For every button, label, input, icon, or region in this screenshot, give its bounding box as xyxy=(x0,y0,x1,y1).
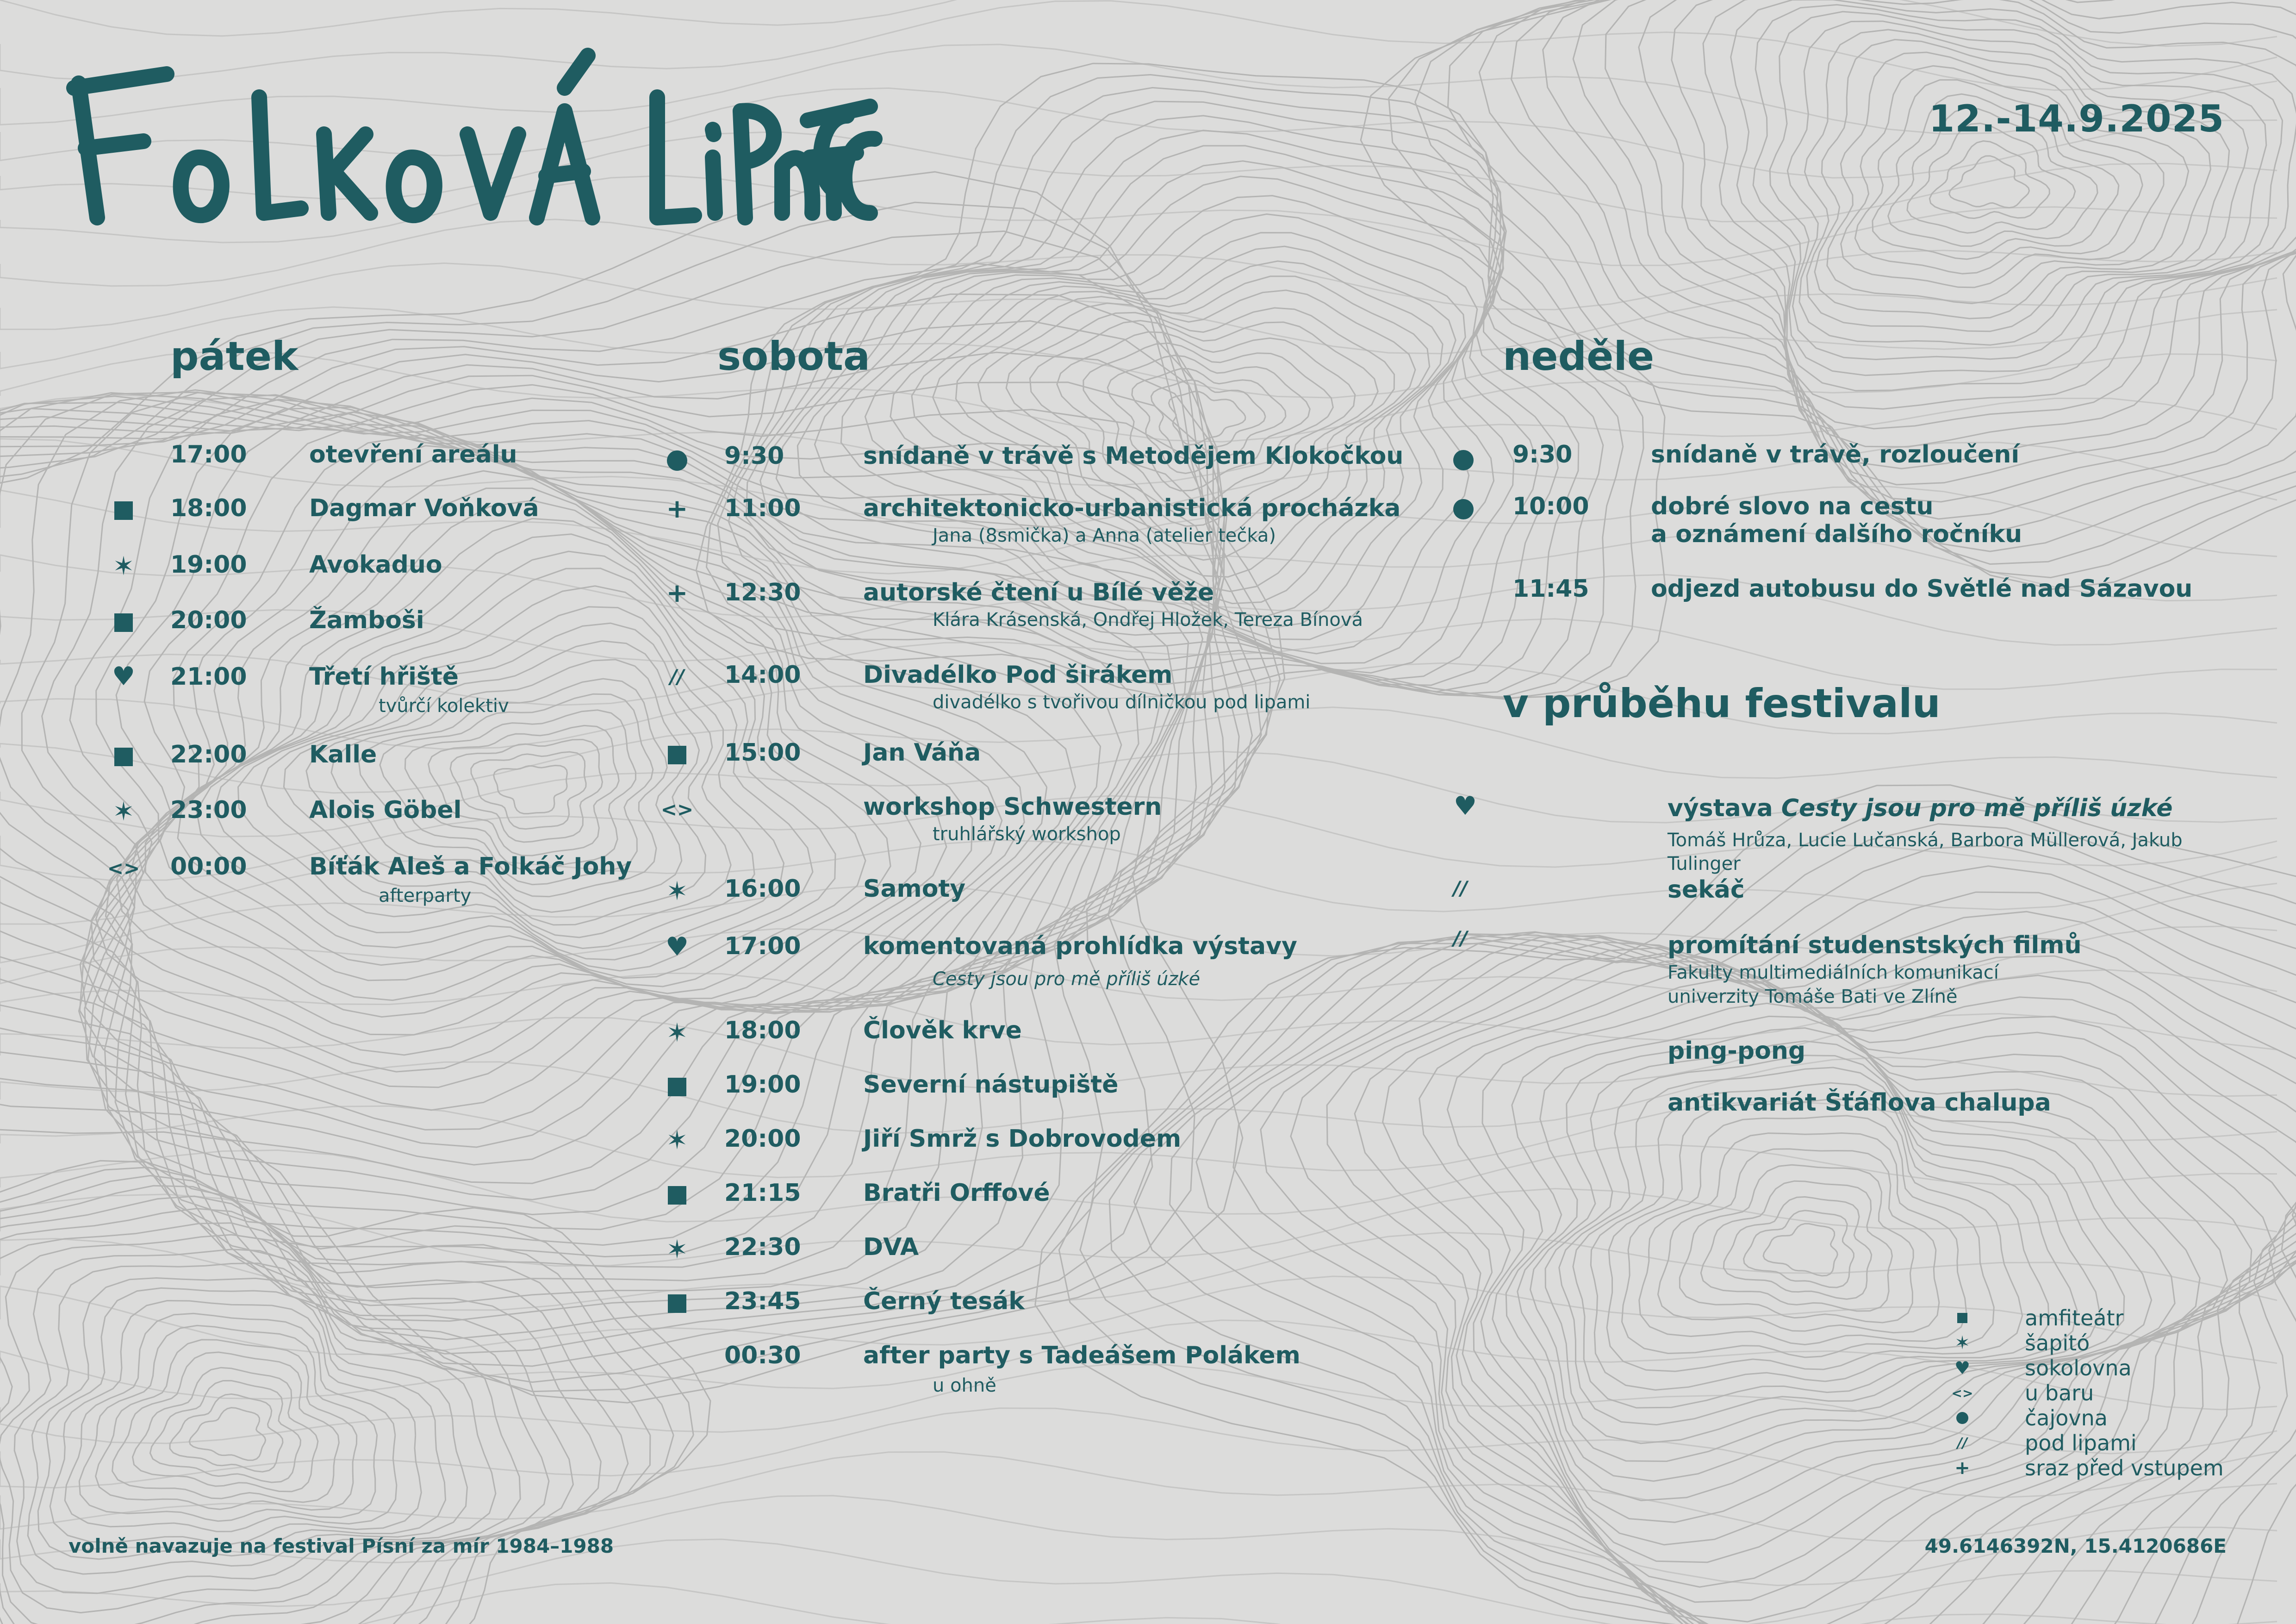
legend-item xyxy=(1948,1430,2226,1455)
sapito-icon: ✶ xyxy=(666,1125,688,1156)
amfiteatr-icon xyxy=(110,609,137,637)
heading-saturday: sobota xyxy=(717,333,871,380)
event-time: 10:00 xyxy=(1512,493,1589,520)
event-subtitle: Jana (8smička) a Anna (atelier tečka) xyxy=(933,525,1276,546)
event-subtitle: u ohně xyxy=(933,1375,996,1396)
event-title: Kalle xyxy=(309,741,377,768)
legend-label: amfiteátr xyxy=(2025,1305,2124,1330)
sapito-icon: ✶ xyxy=(666,1235,688,1265)
u-baru-icon: <> xyxy=(107,857,140,880)
event-title: Dagmar Voňková xyxy=(309,494,539,522)
event-time: 20:00 xyxy=(170,606,247,634)
event-title: Samoty xyxy=(863,875,966,903)
event-time: 22:00 xyxy=(170,741,247,768)
festival-item-prefix: výstava xyxy=(1668,794,1781,822)
sapito-icon: ✶ xyxy=(666,876,688,906)
event-subtitle: Cesty jsou pro mě příliš úzké xyxy=(933,968,1201,990)
event-time: 23:00 xyxy=(170,796,247,824)
event-time: 11:00 xyxy=(724,494,801,522)
event-title: Černý tesák xyxy=(863,1287,1025,1315)
event-time: 20:00 xyxy=(724,1125,801,1153)
event-title: snídaně v trávě, rozloučení xyxy=(1651,441,2020,468)
angle-brackets-icon: <> xyxy=(1951,1385,1973,1401)
square-icon xyxy=(1948,1305,1976,1330)
festival-item-subtitle: Tomáš Hrůza, Lucie Lučanská, Barbora Müllerová, Jakub xyxy=(1668,830,2183,851)
legend-label: čajovna xyxy=(2025,1405,2108,1430)
sokolovna-icon: ♥ xyxy=(665,932,689,962)
event-subtitle: tvůrčí kolektiv xyxy=(379,695,509,717)
festival-item-title: promítání studenstských filmů xyxy=(1668,931,2082,959)
amfiteatr-icon xyxy=(663,1290,691,1318)
festival-item-subtitle: Tulinger xyxy=(1668,853,1741,874)
event-time: 17:00 xyxy=(170,441,247,468)
festival-item-title: ping-pong xyxy=(1668,1037,1806,1065)
legend-item xyxy=(1948,1355,2226,1380)
star-icon: ✶ xyxy=(1954,1332,1970,1354)
event-time: 00:00 xyxy=(170,853,247,881)
event-time: 16:00 xyxy=(724,875,801,903)
event-title: odjezd autobusu do Světlé nad Sázavou xyxy=(1651,575,2193,603)
cajovna-icon xyxy=(1450,495,1477,523)
event-title: Jan Váňa xyxy=(863,739,981,767)
heading-sunday: neděle xyxy=(1503,333,1655,380)
event-time: 14:00 xyxy=(724,661,801,689)
event-time: 19:00 xyxy=(170,551,247,579)
event-title-line2: a oznámení dalšího ročníku xyxy=(1651,520,2022,548)
event-title: Avokaduo xyxy=(309,551,442,579)
event-title: Žamboši xyxy=(309,606,424,634)
event-title: Bratři Orffové xyxy=(863,1179,1050,1207)
event-title: Alois Göbel xyxy=(309,796,462,824)
event-subtitle: divadélko s tvořivou dílničkou pod lipami xyxy=(933,692,1311,713)
event-title: Divadélko Pod širákem xyxy=(863,661,1173,689)
amfiteatr-icon xyxy=(663,1181,691,1209)
event-time: 21:15 xyxy=(724,1179,801,1207)
plus-icon: + xyxy=(1954,1457,1970,1479)
event-title: otevření areálu xyxy=(309,441,517,468)
pod-lipami-icon: // xyxy=(1453,927,1468,949)
u-baru-icon: <> xyxy=(660,798,694,821)
legend-label: pod lipami xyxy=(2025,1430,2137,1455)
heading-during-festival: v průběhu festivalu xyxy=(1503,681,1941,727)
event-time: 12:30 xyxy=(724,579,801,606)
amfiteatr-icon xyxy=(110,743,137,771)
sapito-icon: ✶ xyxy=(112,551,135,581)
event-time: 21:00 xyxy=(170,663,247,691)
event-subtitle: afterparty xyxy=(379,885,472,906)
event-title: komentovaná prohlídka výstavy xyxy=(863,932,1297,960)
legend-label: šapitó xyxy=(2025,1330,2090,1355)
pod-lipami-icon: // xyxy=(1453,877,1468,899)
legend-item xyxy=(1948,1405,2226,1430)
event-time: 19:00 xyxy=(724,1071,801,1099)
sraz-icon: + xyxy=(666,494,688,524)
event-time: 17:00 xyxy=(724,932,801,960)
heading-friday: pátek xyxy=(170,333,299,380)
event-time: 18:00 xyxy=(170,494,247,522)
sapito-icon: ✶ xyxy=(666,1018,688,1048)
cajovna-icon xyxy=(1450,446,1477,474)
festival-item-title: antikvariát Šťáflova chalupa xyxy=(1668,1089,2051,1117)
legend-item xyxy=(1948,1330,2226,1355)
legend-label: u baru xyxy=(2025,1380,2094,1405)
event-title: Třetí hřiště xyxy=(309,663,459,691)
double-slash-icon: // xyxy=(1957,1435,1967,1451)
legend-item xyxy=(1948,1455,2226,1480)
event-title: Severní nástupiště xyxy=(863,1071,1119,1099)
event-time: 15:00 xyxy=(724,739,801,767)
heart-icon: ♥ xyxy=(1954,1358,1971,1378)
pod-lipami-icon: // xyxy=(670,665,684,688)
sapito-icon: ✶ xyxy=(112,797,135,827)
event-title: architektonicko-urbanistická procházka xyxy=(863,494,1401,522)
sokolovna-icon: ♥ xyxy=(112,662,136,692)
legend-label: sokolovna xyxy=(2025,1355,2132,1380)
event-time: 11:45 xyxy=(1512,575,1589,603)
event-title: autorské čtení u Bílé věže xyxy=(863,579,1214,606)
event-time: 22:30 xyxy=(724,1233,801,1261)
event-title: Jiří Smrž s Dobrovodem xyxy=(863,1125,1182,1153)
festival-item-subtitle: Fakulty multimediálních komunikací xyxy=(1668,962,1999,983)
dot-icon xyxy=(1948,1405,1976,1430)
event-title: after party s Tadeášem Polákem xyxy=(863,1342,1300,1369)
legend-label: sraz před vstupem xyxy=(2025,1455,2224,1480)
event-title: Bíťák Aleš a Folkáč Johy xyxy=(309,853,632,881)
event-title: dobré slovo na cestu xyxy=(1651,493,1934,520)
amfiteatr-icon xyxy=(110,497,137,525)
event-title: snídaně v trávě s Metodějem Klokočkou xyxy=(863,442,1404,470)
festival-dates: 12.-14.9.2025 xyxy=(1929,97,2224,140)
cajovna-icon xyxy=(663,447,691,475)
event-time: 18:00 xyxy=(724,1017,801,1044)
event-title: DVA xyxy=(863,1233,919,1261)
legend-item xyxy=(1948,1305,2226,1330)
legend-item xyxy=(1948,1380,2226,1405)
festival-item-title xyxy=(1668,794,2173,822)
event-time: 23:45 xyxy=(724,1287,801,1315)
amfiteatr-icon xyxy=(663,741,691,769)
festival-item-subtitle: univerzity Tomáše Bati ve Zlíně xyxy=(1668,986,1958,1007)
event-time: 9:30 xyxy=(724,442,784,470)
festival-title xyxy=(60,19,893,259)
sraz-icon: + xyxy=(666,578,688,608)
festival-item-title: sekáč xyxy=(1668,876,1745,904)
amfiteatr-icon xyxy=(663,1073,691,1101)
event-time: 9:30 xyxy=(1512,441,1573,468)
event-title: Člověk krve xyxy=(863,1017,1022,1044)
footer-note: volně navazuje na festival Písní za mír 1984–1988 xyxy=(68,1535,614,1557)
footer-coordinates: 49.6146392N, 15.4120686E xyxy=(1924,1535,2227,1557)
event-title: workshop Schwestern xyxy=(863,793,1162,821)
festival-item-emphasis: Cesty jsou pro mě příliš úzké xyxy=(1781,794,2173,822)
sokolovna-icon: ♥ xyxy=(1453,791,1477,821)
event-time: 00:30 xyxy=(724,1342,801,1369)
event-subtitle: truhlářský workshop xyxy=(933,824,1121,845)
event-subtitle: Klára Krásenská, Ondřej Hložek, Tereza Bínová xyxy=(933,609,1363,631)
